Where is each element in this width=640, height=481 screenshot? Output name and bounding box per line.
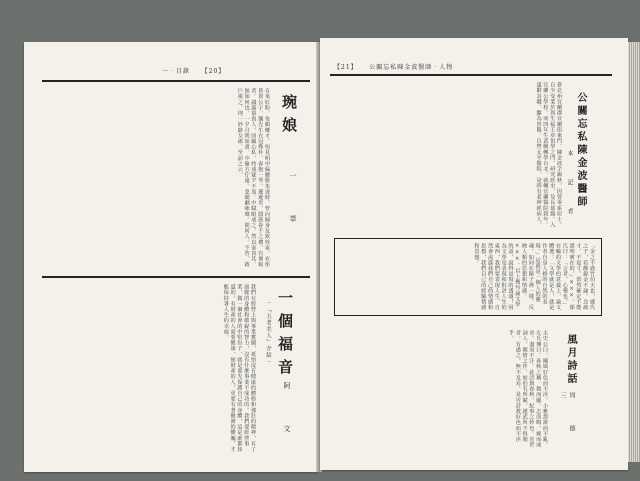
article-body: 臺北州宜蘭郡宜蘭街東門。陳金波字錫秋。因曾零系居士。自少受業於周生福王章伯學之門。研究經史。及長慕醫。入宜蘭公學校。而四年生武騰轉學台北。就轉宜蘭醫院敘年。遂辭其職。繼為習醫。自營太平醫院。是時有老神經病人。	[535, 82, 562, 228]
article-body: 我們在經營上與事業奮鬪，祇怕沒有健康的體格和強壯的精神，有了康健的身體和敏銳的智力，沒有什麼事業不成功的。我們要經營事業，做一個社會的中堅份子，就是要先保護自己的身體，這是誰都知道的。有財產的人需要健康，無財產的人，更要有著健實的體魄，才能保持著人生的幸福。	[222, 284, 256, 452]
right-page-number: 【21】	[334, 64, 358, 71]
left-running-head	[162, 66, 225, 75]
header-rule	[42, 80, 310, 82]
article-author: 本 記 者	[566, 150, 573, 222]
boxed-quote	[334, 238, 602, 316]
left-page	[24, 42, 318, 472]
article-body: 自來紅粉。每頗憐才。恒見明中偏聽勝朱達時。曾向歸身友欽姓家。在座皆貴公子。獨先生衣冠殊朴。春抱一琴。遲遲至。隱鼓眷不之禮。有琬娘者。議露慕貴人。回顧心私。終成疑夕不返。中賦眼成之。然以家貧其。無如何也。一夕月明如晝。中偷方佇遠。忽聞劇咏聲。問何人。不答。啟戶視之。則一妙齡女郎。至前之云。	[236, 88, 270, 268]
article-title: 公關忘私陳金波醫師	[575, 92, 586, 209]
left-page-number: 【20】	[201, 68, 226, 75]
article-subtitle: －『五老美人』介紹－	[265, 300, 271, 365]
page-stack-edge	[628, 42, 640, 462]
right-page	[320, 38, 628, 470]
right-running-head	[334, 62, 453, 71]
open-magazine-spread	[24, 20, 595, 466]
article-author: 阿 文	[283, 382, 291, 446]
article-title: 一個福音	[276, 290, 294, 382]
article-body: 太史公曰。國風好色而不淫。小雅怨誹而不亂。左氏傳曰。春秋之稱。微而顯。志而晦。婉而成章。盡而不汙。此詩與春秋。紀事之妙也。近世詞人。閑情之作。如伯有所賦。趙武所不得聞者。有過之。無不及焉。是豈詩教好色而不淫乎。	[508, 330, 548, 448]
article-author: 一 莘	[289, 172, 297, 236]
article-title: 琬娘	[280, 94, 298, 140]
left-running-head-section: 一‧目錄	[162, 68, 191, 75]
article-title: 風月詩話	[565, 334, 576, 386]
right-running-head-section: 公關忘私陳金波醫師‧人物	[369, 64, 454, 71]
section-divider	[42, 276, 310, 278]
header-rule	[330, 74, 612, 76]
article-author: 周 德 三	[559, 392, 575, 441]
boxed-quote-body: 「金之不過竹伯天也，感氏之子，若酸銳金不論。急疏寸，不是寸，當然確定不能證明實在的。」×××。郁氏曰：「言者，心聲也。」在輪的文學的意義上，論文體選：「文學就是人，就是作者自身人格的自然的表現。」這就是一個人的靈魂，如同在鏡子裡一樣，反映人類的思想和情感。×××。以上幾句論文學的話，說得是寫的透澈！因為文學是表現和批評人生的東西，我們要表現人生，自然會流露我們自己的情感和思想，我們自己的經驗情感和思想。	[473, 243, 595, 311]
